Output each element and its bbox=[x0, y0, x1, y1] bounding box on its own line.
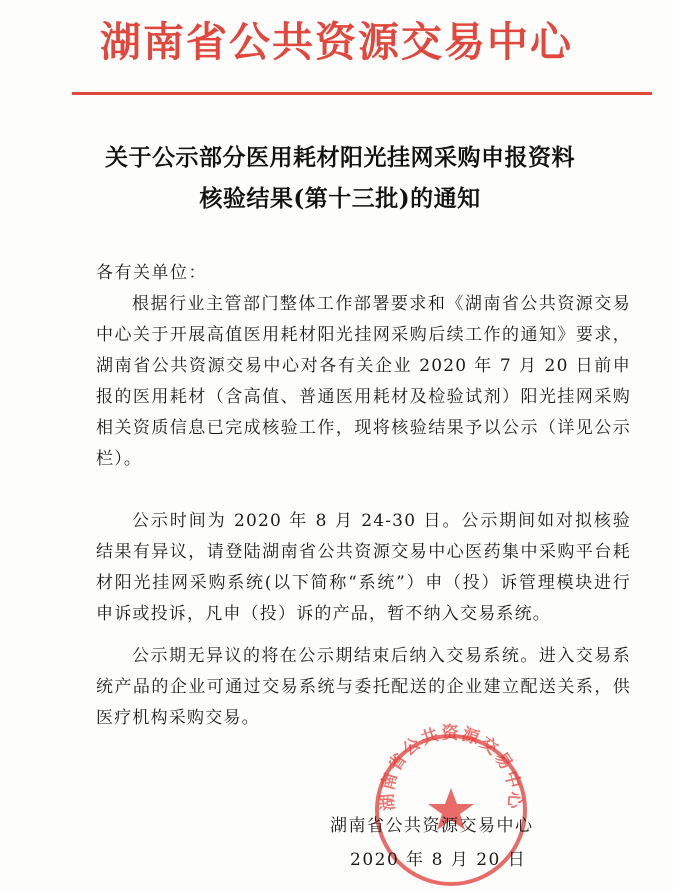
body-paragraph-3: 公示期无异议的将在公示期结束后纳入交易系统。进入交易系统产品的企业可通过交易系统与委托配送的企业建立配送关系，供医疗机构采购交易。 bbox=[96, 646, 631, 728]
document-title-line1: 关于公示部分医用耗材阳光挂网采购申报资料 bbox=[105, 144, 575, 171]
signature-org: 湖南省公共资源交易中心 bbox=[330, 816, 534, 836]
signature-date: 2020 年 8 月 20 日 bbox=[350, 850, 527, 870]
document-title-line2: 核验结果(第十三批)的通知 bbox=[199, 185, 481, 212]
body-paragraph-1: 根据行业主管部门整体工作部署要求和《湖南省公共资源交易中心关于开展高值医用耗材阳光挂网采购后续工作的通知》要求，湖南省公共资源交易中心对各有关企业 2020 年 7 月 20 日前申报的医用耗材（含高值、普通医用耗材及检验试剂）阳光挂网采购相关资质信息已完成核验工作，现将核验结果予以公示（详见公示栏）。 bbox=[96, 294, 631, 469]
seal-text: 湖南省公共资源交易中心 bbox=[377, 723, 525, 812]
letterhead-org-name: 湖南省公共资源交易中心 bbox=[100, 18, 573, 66]
letterhead-divider bbox=[72, 92, 652, 95]
body-paragraph-2: 公示时间为 2020 年 8 月 24-30 日。公示期间如对拟核验结果有异议，请登陆湖南省公共资源交易中心医药集中采购平台耗材阳光挂网采购系统(以下简称“系统”）申（投）诉管理模块进行申诉或投诉，凡申（投）诉的产品，暂不纳入交易系统。 bbox=[96, 511, 631, 624]
salutation: 各有关单位： bbox=[96, 263, 207, 283]
